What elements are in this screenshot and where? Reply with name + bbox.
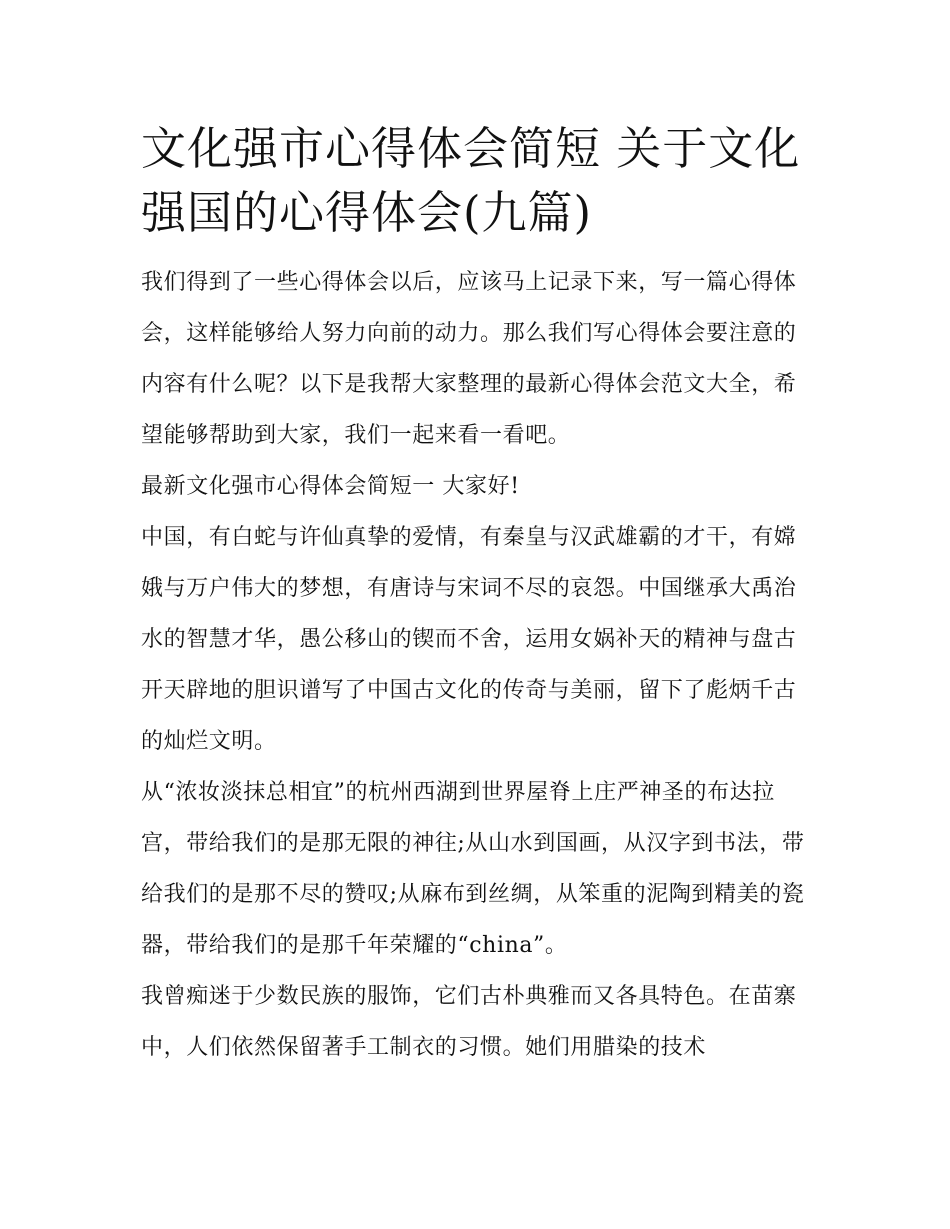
landmarks-paragraph: 从“浓妆淡抹总相宜”的杭州西湖到世界屋脊上庄严神圣的布达拉宫，带给我们的是那无限的神往;从山水到国画，从汉字到书法，带给我们的是那不尽的赞叹;从麻布到丝绸，从笨重的泥陶到精美的瓷器，带给我们的是那千年荣耀的“china”。	[141, 780, 805, 958]
section-heading-paragraph: 最新文化强市心得体会简短一 大家好!	[141, 474, 520, 499]
document-title: 文化强市心得体会简短 关于文化强国的心得体会(九篇)	[141, 122, 801, 239]
document-body	[141, 117, 816, 1073]
china-culture-paragraph: 中国，有白蛇与许仙真挚的爱情，有秦皇与汉武雄霸的才干，有嫦娥与万户伟大的梦想，有唐诗与宋词不尽的哀怨。中国继承大禹治水的智慧才华，愚公移山的锲而不舍，运用女娲补天的精神与盘古开天辟地的胆识谱写了中国古文化的传奇与美丽，留下了彪炳千古的灿烂文明。	[141, 525, 797, 754]
ethnic-costume-paragraph: 我曾痴迷于少数民族的服饰，它们古朴典雅而又各具特色。在苗寨中，人们依然保留著手工制衣的习惯。她们用腊染的技术	[141, 984, 797, 1060]
intro-paragraph: 我们得到了一些心得体会以后，应该马上记录下来，写一篇心得体会，这样能够给人努力向前的动力。那么我们写心得体会要注意的内容有什么呢？以下是我帮大家整理的最新心得体会范文大全，希望能够帮助到大家，我们一起来看一看吧。	[141, 270, 797, 448]
